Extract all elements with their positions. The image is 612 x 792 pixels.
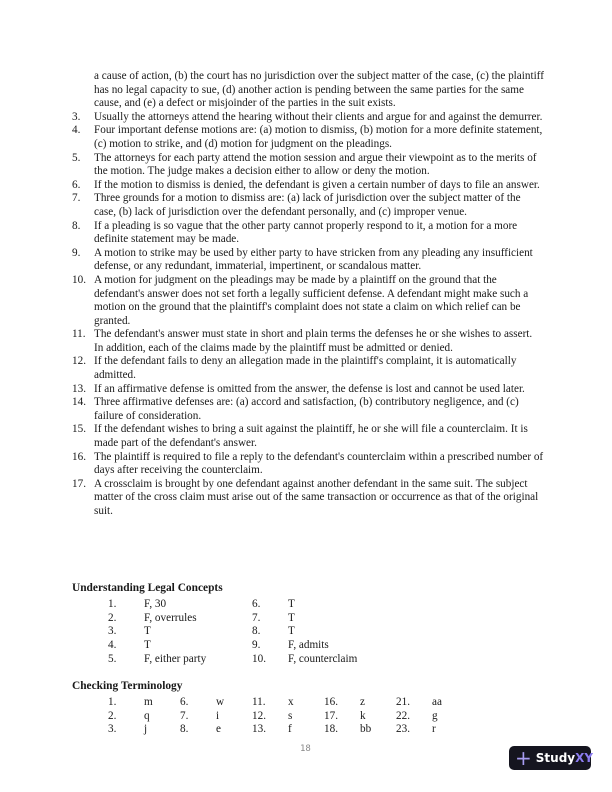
plus-icon: +: [515, 746, 532, 770]
grid-row: 3. T 8. T: [108, 625, 295, 638]
terminology-grid: [108, 696, 468, 737]
answer-item: 15. If the defendant wishes to bring a suit against the plaintiff, he or she will file a counterclaim. It is made part of the defendant's answer.: [72, 423, 528, 450]
studyxy-badge[interactable]: [509, 746, 594, 770]
answer-item: 3. Usually the attorneys attend the hearing without their clients and argue for and against the demurrer.: [72, 110, 543, 123]
answer-item: 7. Three grounds for a motion to dismiss are: (a) lack of jurisdiction over the subject matter of the case, (b) lack of jurisdiction over the defendant personally, and (c) improper venue.: [72, 192, 521, 218]
answer-item: 6. If the motion to dismiss is denied, the defendant is given a certain number of days to file an answer.: [72, 178, 540, 191]
legal-concepts-grid: [108, 598, 357, 667]
grid-row: 1. m 6. w 11. x 16. z 21. aa: [108, 696, 442, 708]
answer-item: 8. If a pleading is so vague that the other party cannot properly respond to it, a motion for a more definite statement may be made.: [72, 219, 518, 246]
grid-row: 3. j 8. e 13. f 18. bb 23. r: [108, 723, 436, 736]
section-title-checking-terminology: Checking Terminology: [72, 680, 183, 692]
answer-item: 14. Three affirmative defenses are: (a) accord and satisfaction, (b) contributory negligence, and (c) failure of consideration.: [72, 396, 519, 422]
answer-item: 17. A crossclaim is brought by one defendant against another defendant in the same suit. The subject matter of the cross claim must arise out of the same transaction or occurrence as that of the original suit.: [72, 477, 539, 517]
answer-item: 4. Four important defense motions are: (a) motion to dismiss, (b) motion for a more definite statement, (c) motion to strike, and (d) motion for judgment on the pleadings.: [72, 124, 543, 150]
answer-item: 13. If an affirmative defense is omitted from the answer, the defense is lost and cannot be used later.: [72, 382, 525, 395]
grid-row: 4. T 9. F, admits: [108, 639, 329, 652]
grid-row: 2. q 7. i 12. s 17. k 22. g: [108, 709, 438, 722]
answer-item: 12. If the defendant fails to deny an allegation made in the plaintiff's complaint, it is automatically admitted.: [72, 355, 517, 382]
section-title-legal-concepts: Understanding Legal Concepts: [72, 582, 223, 594]
grid-row: 2. F, overrules 7. T: [108, 611, 295, 624]
answer-item: a cause of action, (b) the court has no jurisdiction over the subject matter of the case, (c) the plaintiff has no legal capacity to sue, (d) another action is pending between the same parties for the same cause, and (e) a defect or misjoinder of the parties in the suit exists.: [94, 70, 544, 110]
answers-list: [72, 70, 544, 519]
grid-row: 1. F, 30 6. T: [108, 598, 295, 610]
answer-item: 16. The plaintiff is required to file a reply to the defendant's counterclaim within a prescribed number of days after receiving the counterclaim.: [72, 450, 544, 477]
grid-row: 5. F, either party 10. F, counterclaim: [108, 652, 358, 665]
brand-xy: XY: [575, 751, 594, 765]
answer-item: 11. The defendant's answer must state in short and plain terms the defenses he or she wishes to assert. In addition, each of the claims made by the plaintiff must be admitted or denied.: [72, 328, 533, 354]
answer-item: 10. A motion for judgment on the pleadings may be made by a plaintiff on the ground that the defendant's answer does not set forth a legally sufficient defense. A defendant might make such a motion on the ground that the plaintiff's complaint does not state a claim on which relief can be granted.: [72, 273, 529, 327]
page-number: 18: [300, 744, 311, 754]
answer-item: 9. A motion to strike may be used by either party to have stricken from any pleading any insufficient defense, or any redundant, immaterial, impertinent, or scandalous matter.: [72, 246, 533, 273]
brand-study: Study: [535, 751, 576, 765]
answer-item: 5. The attorneys for each party attend the motion session and argue their viewpoint as to the merits of the motion. The judge makes a decision either to allow or deny the motion.: [72, 151, 537, 178]
